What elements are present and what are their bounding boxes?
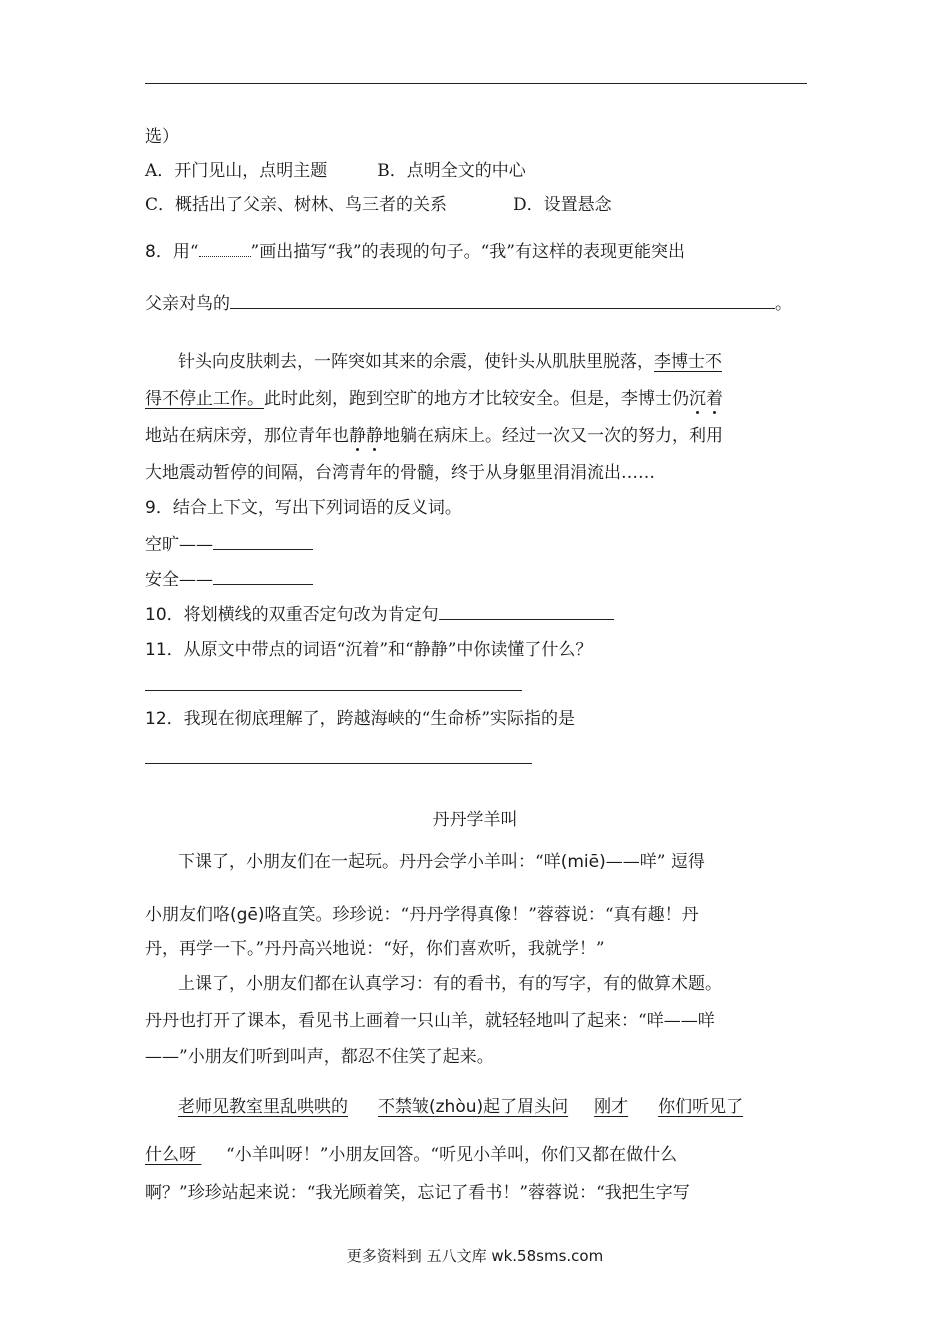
- underlined-sentence-part-2: 得不停止工作。: [145, 389, 264, 409]
- story-line-6: ——”小朋友们听到叫声，都忍不住笑了起来。: [145, 1047, 494, 1067]
- q7-options-row-1: [145, 159, 526, 183]
- q12-text: 我现在彻底理解了，跨越海峡的“生命桥”实际指的是: [183, 709, 576, 729]
- q9-answer-blank-2[interactable]: [213, 568, 313, 585]
- q8-text-post: ”画出描写“我”的表现的句子。“我”有这样的表现更能突出: [250, 242, 685, 262]
- punctuation-blank[interactable]: [196, 1143, 226, 1167]
- q8-line2-text: 父亲对鸟的: [145, 294, 230, 314]
- dotted-char: 静: [349, 426, 366, 446]
- story-line-3: 丹，再学一下。”丹丹高兴地说：“好，你们喜欢听，我就学！”: [145, 939, 605, 959]
- story-line-5: 丹丹也打开了课本，看见书上画着一只山羊，就轻轻地叫了起来：“咩——咩: [145, 1011, 715, 1031]
- story-text: 你们听见了: [658, 1097, 744, 1117]
- pinyin: (zhòu): [429, 1097, 484, 1117]
- q7-option-c: C．概括出了父亲、树林、鸟三者的关系: [145, 195, 448, 215]
- q12-answer-line[interactable]: [145, 763, 532, 764]
- pinyin: (miē): [560, 852, 606, 872]
- q9-text: 结合上下文，写出下列词语的反义词。: [172, 498, 462, 518]
- footer-watermark: 更多资料到 五八文库 wk.58sms.com: [346, 1247, 604, 1265]
- underlined-sentence-part-1: 李博士不: [654, 352, 722, 372]
- q8-question: [145, 240, 685, 264]
- q9-item-1: [145, 533, 313, 557]
- pinyin: (gē): [230, 905, 265, 925]
- q9-number: 9．: [145, 498, 173, 518]
- story-line-7: [178, 1095, 743, 1119]
- q10-answer-blank[interactable]: [439, 603, 614, 620]
- q9-word-1: 空旷——: [145, 535, 213, 555]
- story-title: 丹丹学羊叫: [432, 810, 518, 830]
- story-text: 小朋友们咯: [145, 905, 230, 925]
- q7-option-a: A．开门见山，点明主题: [145, 161, 328, 181]
- q12-number: 12．: [145, 709, 184, 729]
- q9-question: [145, 496, 462, 520]
- q8-line2-end: 。: [775, 294, 792, 314]
- wavy-line-mark: [199, 246, 251, 257]
- q10-text: 将划横线的双重否定句改为肯定句: [183, 605, 439, 625]
- q11-text: 从原文中带点的词语“沉着”和“静静”中你读懂了什么？: [183, 640, 593, 660]
- story-text: 下课了，小朋友们在一起玩。丹丹会学小羊叫：“咩: [178, 852, 561, 872]
- dotted-char: 着: [706, 389, 723, 409]
- story-line-4: 上课了，小朋友们都在认真学习：有的看书，有的写字，有的做算术题。: [178, 974, 722, 994]
- q7-options-row-2: [145, 193, 612, 217]
- q7-option-b: B．点明全文的中心: [377, 161, 526, 181]
- story-line-1: [178, 850, 705, 874]
- story-text: ——咩” 逗得: [605, 852, 705, 872]
- q11-answer-line[interactable]: [145, 690, 522, 691]
- q7-continuation: 选）: [145, 127, 179, 147]
- passage-text: 地站在病床旁，那位青年也: [145, 426, 349, 446]
- q8-answer-line: [145, 292, 792, 316]
- passage-text: 针头向皮肤刺去，一阵突如其来的余震，使针头从肌肤里脱落，: [178, 352, 654, 372]
- story-line-9: 啊？”珍珍站起来说：“我光顾着笑，忘记了看书！”蓉蓉说：“我把生字写: [145, 1183, 690, 1203]
- q8-number: 8．: [145, 242, 173, 262]
- q9-word-2: 安全——: [145, 570, 213, 590]
- q7-option-d: D．设置悬念: [513, 195, 612, 215]
- story-line-8: [145, 1143, 677, 1167]
- passage-line-1: [178, 350, 722, 374]
- dotted-char: 沉: [689, 389, 706, 409]
- q12-question: [145, 707, 575, 731]
- passage-text: 此时此刻，跑到空旷的地方才比较安全。但是，李博士仍: [264, 389, 689, 409]
- q11-number: 11．: [145, 640, 184, 660]
- q10-question: [145, 603, 614, 627]
- q8-text-pre: 用“: [172, 242, 199, 262]
- q8-answer-blank[interactable]: [230, 292, 775, 309]
- story-line-2: [145, 903, 699, 927]
- story-text: 什么呀: [145, 1145, 196, 1165]
- passage-line-4: 大地震动暂停的间隔，台湾青年的骨髓，终于从身躯里涓涓流出……: [145, 463, 655, 483]
- story-text: 起了眉头问: [483, 1097, 569, 1117]
- q11-question: [145, 638, 592, 662]
- story-text: 不禁皱: [378, 1097, 429, 1117]
- story-text: 咯直笑。珍珍说：“丹丹学得真像！”蓉蓉说：“真有趣！丹: [264, 905, 699, 925]
- story-text: “小羊叫呀！”小朋友回答。“听见小羊叫，你们又都在做什么: [226, 1145, 678, 1165]
- story-text: 刚才: [594, 1097, 629, 1117]
- q9-item-2: [145, 568, 313, 592]
- passage-line-3: [145, 424, 723, 448]
- q10-number: 10．: [145, 605, 184, 625]
- q9-answer-blank-1[interactable]: [213, 533, 313, 550]
- passage-line-2: [145, 387, 723, 411]
- story-text: 老师见教室里乱哄哄的: [178, 1097, 348, 1117]
- dotted-char: 静: [366, 426, 383, 446]
- passage-text: 地躺在病床上。经过一次又一次的努力，利用: [383, 426, 723, 446]
- top-rule: [145, 83, 807, 84]
